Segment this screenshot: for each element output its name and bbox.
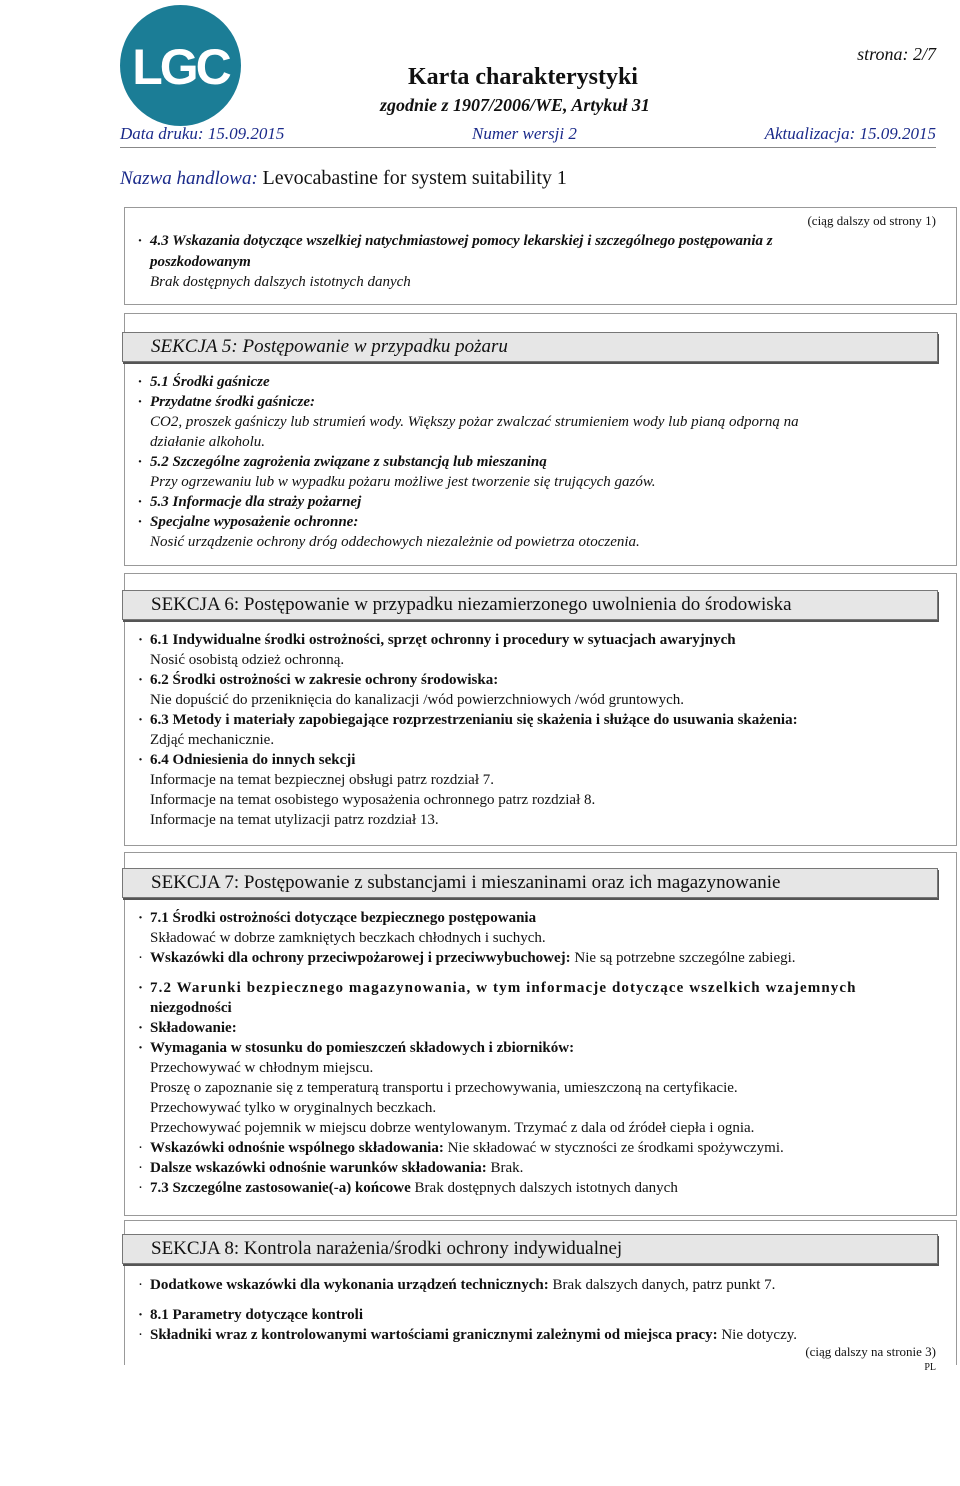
s6-l5: · 6.3 Metody i materiały zapobiegające rozprzestrzenianiu się skażenia i służące do usuwania skażenia: [138, 712, 798, 728]
s4-text: Brak dostępnych dalszych istotnych danych [150, 274, 411, 290]
s5-l8: · Specjalne wyposażenie ochronne: [138, 514, 359, 530]
section-8-title: SEKCJA 8: Kontrola narażenia/środki ochrony indywidualnej [151, 1238, 623, 1259]
s7-l5: niezgodności [150, 1000, 232, 1016]
trade-name-label: Nazwa handlowa: [120, 168, 258, 189]
s5-l4: działanie alkoholu. [150, 434, 265, 450]
s5-l5: · 5.2 Szczególne zagrożenia związane z substancją lub mieszaniną [138, 454, 547, 470]
s5-l2: · Przydatne środki gaśnicze: [138, 394, 315, 410]
s7-l2: Składować w dobrze zamkniętych beczkach chłodnych i suchych. [150, 930, 546, 946]
s7-l1: · 7.1 Środki ostrożności dotyczące bezpiecznego postępowania [138, 910, 537, 926]
continued-from: (ciąg dalszy od strony 1) [807, 213, 936, 228]
trade-name-value: Levocabastine for system suitability 1 [262, 167, 567, 189]
section-6-title: SEKCJA 6: Postępowanie w przypadku niezamierzonego uwolnienia do środowiska [151, 594, 792, 615]
lgc-logo [120, 5, 241, 126]
document-subtitle: zgodnie z 1907/2006/WE, Artykuł 31 [380, 95, 650, 115]
s7-l9: Proszę o zapoznanie się z temperaturą transportu i przechowywania, umieszczoną na certyfikacie. [150, 1080, 738, 1096]
header-divider [120, 147, 936, 148]
logo-text: LGC [132, 39, 229, 95]
s7-l8: Przechowywać w chłodnym miejscu. [150, 1060, 374, 1076]
s6-l6: Zdjąć mechanicznie. [150, 732, 275, 748]
s7-l14: · 7.3 Szczególne zastosowanie(-a) końcowe Brak dostępnych dalszych istotnych danych [138, 1180, 678, 1196]
print-date: Data druku: 15.09.2015 [120, 124, 285, 143]
s5-l9: Nosić urządzenie ochrony dróg oddechowych niezależnie od powietrza otoczenia. [150, 534, 640, 550]
s6-l1: · 6.1 Indywidualne środki ostrożności, sprzęt ochronny i procedury w sytuacjach awaryjnych [138, 632, 736, 648]
s6-l4: Nie dopuścić do przeniknięcia do kanalizacji /wód powierzchniowych /wód gruntowych. [150, 692, 685, 708]
section-7-header [122, 868, 938, 898]
s6-l9: Informacje na temat osobistego wyposażenia ochronnego patrz rozdział 8. [150, 792, 596, 808]
section-8-header [122, 1234, 938, 1264]
s7-l13: · Dalsze wskazówki odnośnie warunków składowania: Brak. [138, 1160, 524, 1176]
s8-l2: · 8.1 Parametry dotyczące kontroli [138, 1307, 363, 1323]
s4-heading: · 4.3 Wskazania dotyczące wszelkiej natychmiastowej pomocy lekarskiej i szczególnego postępowania z [138, 233, 773, 249]
s6-l3: · 6.2 Środki ostrożności w zakresie ochrony środowiska: [138, 672, 499, 688]
s7-l12: · Wskazówki odnośnie wspólnego składowania: Nie składować w styczności ze środkami spożywczymi. [138, 1140, 784, 1156]
section-7-title: SEKCJA 7: Postępowanie z substancjami i mieszaninami oraz ich magazynowanie [151, 872, 781, 893]
s5-l7: · 5.3 Informacje dla straży pożarnej [138, 494, 362, 510]
continued-on: (ciąg dalszy na stronie 3) [805, 1344, 936, 1359]
page-number: strona: 2/7 [857, 44, 936, 64]
s7-l11: Przechowywać pojemnik w miejscu dobrze wentylowanym. Trzymać z dala od źródeł ciepła i ognia. [150, 1120, 755, 1136]
s8-l3: · Składniki wraz z kontrolowanymi wartościami granicznymi zależnymi od miejsca pracy: Nie dotyczy. [138, 1327, 798, 1343]
s5-l3: CO2, proszek gaśniczy lub strumień wody. Większy pożar zwalczać strumieniem wody lub pianą odporną na [150, 414, 799, 430]
section-5-title: SEKCJA 5: Postępowanie w przypadku pożaru [151, 336, 508, 357]
s5-l1: · 5.1 Środki gaśnicze [138, 374, 270, 390]
version-number: Numer wersji 2 [472, 124, 577, 143]
section-6-header [122, 590, 938, 620]
s7-l7: · Wymagania w stosunku do pomieszczeń składowych i zbiorników: [138, 1040, 575, 1056]
s8-l1: · Dodatkowe wskazówki dla wykonania urządzeń technicznych: Brak dalszych danych, patrz punkt 7. [138, 1277, 776, 1293]
trade-name [120, 167, 567, 190]
s6-l2: Nosić osobistą odzież ochronną. [150, 652, 345, 668]
s7-l4: · 7.2 Warunki bezpiecznego magazynowania, w tym informacje dotyczące wszelkich wzajemnych [138, 980, 857, 996]
header-meta-row [120, 124, 936, 148]
s4-heading-cont: poszkodowanym [150, 254, 251, 270]
language-code: PL [924, 1362, 936, 1373]
s7-l10: Przechowywać tylko w oryginalnych beczkach. [150, 1100, 437, 1116]
document-title: Karta charakterystyki [408, 64, 638, 90]
s7-l6: · Składowanie: [138, 1020, 237, 1036]
s7-l3: · Wskazówki dla ochrony przeciwpożarowej i przeciwwybuchowej: Nie są potrzebne szczególne zabiegi. [138, 950, 796, 966]
section-5-header [122, 332, 938, 362]
s6-l10: Informacje na temat utylizacji patrz rozdział 13. [150, 812, 439, 828]
s6-l7: · 6.4 Odniesienia do innych sekcji [138, 752, 356, 768]
s6-l8: Informacje na temat bezpiecznej obsługi patrz rozdział 7. [150, 772, 495, 788]
s5-l6: Przy ogrzewaniu lub w wypadku pożaru możliwe jest tworzenie się trujących gazów. [150, 474, 656, 490]
update-date: Aktualizacja: 15.09.2015 [764, 124, 936, 143]
